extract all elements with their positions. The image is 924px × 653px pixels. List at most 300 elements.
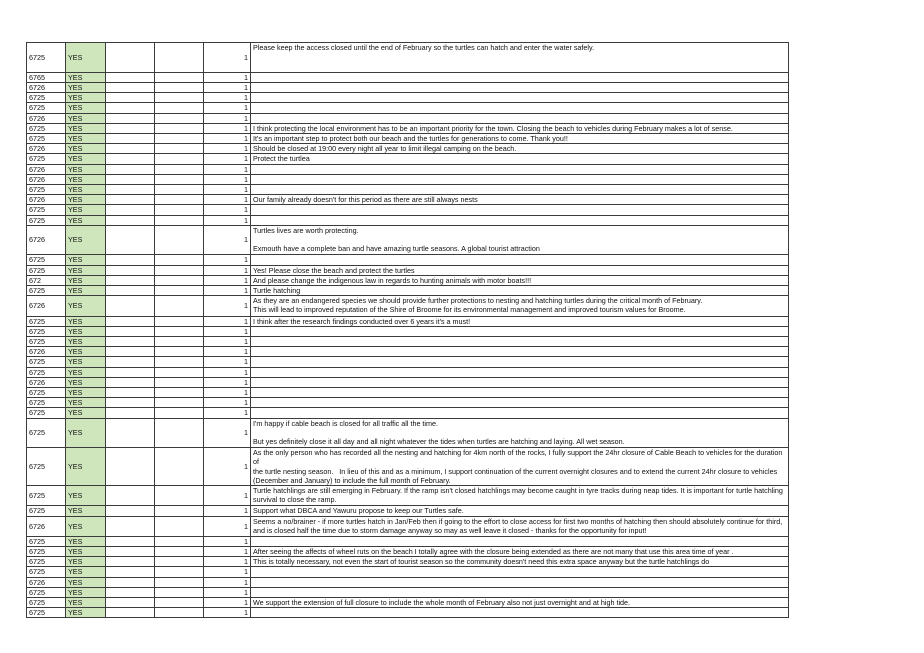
answer-cell: YES xyxy=(66,357,106,367)
empty-cell xyxy=(106,486,155,506)
postcode-cell: 6725 xyxy=(27,326,66,336)
table-row xyxy=(27,275,789,285)
table-row xyxy=(27,326,789,336)
comment-cell: It's an important step to protect both our beach and the turtles for generations to come. Thank you!! xyxy=(251,133,789,143)
count-cell: 1 xyxy=(204,113,251,123)
count-cell: 1 xyxy=(204,347,251,357)
postcode-cell: 6725 xyxy=(27,265,66,275)
count-cell: 1 xyxy=(204,516,251,536)
empty-cell xyxy=(106,133,155,143)
comment-cell: And please change the indigenous law in regards to hunting animals with motor boats!!! xyxy=(251,275,789,285)
answer-cell: YES xyxy=(66,486,106,506)
empty-cell xyxy=(106,144,155,154)
table-row xyxy=(27,205,789,215)
empty-cell xyxy=(106,215,155,225)
count-cell: 1 xyxy=(204,357,251,367)
empty-cell xyxy=(106,418,155,448)
empty-cell xyxy=(106,598,155,608)
count-cell: 1 xyxy=(204,506,251,516)
empty-cell xyxy=(155,275,204,285)
postcode-cell: 6726 xyxy=(27,174,66,184)
table-row xyxy=(27,516,789,536)
count-cell: 1 xyxy=(204,205,251,215)
empty-cell xyxy=(155,326,204,336)
postcode-cell: 6725 xyxy=(27,557,66,567)
empty-cell xyxy=(106,587,155,597)
table-row xyxy=(27,93,789,103)
answer-cell: YES xyxy=(66,326,106,336)
comment-cell xyxy=(251,174,789,184)
postcode-cell: 6725 xyxy=(27,43,66,73)
comment-cell: This is totally necessary, not even the start of tourist season so the community doesn't need this extra space anyway but the turtle hatchlings do xyxy=(251,557,789,567)
empty-cell xyxy=(155,123,204,133)
empty-cell xyxy=(106,184,155,194)
table-row xyxy=(27,367,789,377)
empty-cell xyxy=(106,265,155,275)
comment-cell xyxy=(251,215,789,225)
postcode-cell: 6725 xyxy=(27,205,66,215)
comment-cell: Support what DBCA and Yawuru propose to keep our Turtles safe. xyxy=(251,506,789,516)
answer-cell: YES xyxy=(66,174,106,184)
postcode-cell: 6726 xyxy=(27,225,66,255)
empty-cell xyxy=(106,72,155,82)
answer-cell: YES xyxy=(66,367,106,377)
answer-cell: YES xyxy=(66,184,106,194)
empty-cell xyxy=(106,195,155,205)
count-cell: 1 xyxy=(204,448,251,486)
empty-cell xyxy=(106,516,155,536)
empty-cell xyxy=(106,408,155,418)
comment-cell xyxy=(251,205,789,215)
count-cell: 1 xyxy=(204,103,251,113)
answer-cell: YES xyxy=(66,516,106,536)
empty-cell xyxy=(155,377,204,387)
answer-cell: YES xyxy=(66,255,106,265)
empty-cell xyxy=(155,567,204,577)
answer-cell: YES xyxy=(66,205,106,215)
empty-cell xyxy=(155,577,204,587)
comment-cell: Turtles lives are worth protecting. Exmouth have a complete ban and have amazing turtle seasons. A global tourist attraction xyxy=(251,225,789,255)
empty-cell xyxy=(106,164,155,174)
count-cell: 1 xyxy=(204,93,251,103)
count-cell: 1 xyxy=(204,123,251,133)
empty-cell xyxy=(106,154,155,164)
comment-cell: As the only person who has recorded all the nesting and hatching for 4km north of the rocks, I fully support the 24hr closure of Cable Beach to vehicles for the duration of the turtle nesting season. In lieu of this and as a minimum, I support continuation of the current overnight closures and to extend the current 24hr closure to vehicles (December and January) to include the full month of February. xyxy=(251,448,789,486)
count-cell: 1 xyxy=(204,275,251,285)
table-row xyxy=(27,506,789,516)
count-cell: 1 xyxy=(204,608,251,618)
table-row xyxy=(27,387,789,397)
count-cell: 1 xyxy=(204,367,251,377)
comment-cell: Seems a no/brainer - if more turtles hatch in Jan/Feb then if going to the effort to close access for first two months of hatching then should absolutely continue for third, and is closed half the time due to storm damage anyway so may as well leave it closed - thanks for the opportunity for input! xyxy=(251,516,789,536)
empty-cell xyxy=(155,536,204,546)
postcode-cell: 6726 xyxy=(27,144,66,154)
empty-cell xyxy=(106,367,155,377)
answer-cell: YES xyxy=(66,587,106,597)
postcode-cell: 6726 xyxy=(27,164,66,174)
count-cell: 1 xyxy=(204,387,251,397)
count-cell: 1 xyxy=(204,536,251,546)
table-row xyxy=(27,608,789,618)
empty-cell xyxy=(155,516,204,536)
comment-cell: I think after the research findings conducted over 6 years it's a must! xyxy=(251,316,789,326)
comment-cell: Should be closed at 19:00 every night all year to limit illegal camping on the beach. xyxy=(251,144,789,154)
empty-cell xyxy=(155,398,204,408)
table-row xyxy=(27,82,789,92)
table-row xyxy=(27,195,789,205)
count-cell: 1 xyxy=(204,255,251,265)
empty-cell xyxy=(155,587,204,597)
postcode-cell: 6725 xyxy=(27,93,66,103)
count-cell: 1 xyxy=(204,164,251,174)
postcode-cell: 6725 xyxy=(27,448,66,486)
table-row xyxy=(27,144,789,154)
table-row xyxy=(27,587,789,597)
postcode-cell: 6725 xyxy=(27,103,66,113)
comment-cell xyxy=(251,255,789,265)
count-cell: 1 xyxy=(204,72,251,82)
answer-cell: YES xyxy=(66,164,106,174)
empty-cell xyxy=(106,577,155,587)
table-row xyxy=(27,347,789,357)
postcode-cell: 6725 xyxy=(27,547,66,557)
postcode-cell: 6725 xyxy=(27,398,66,408)
empty-cell xyxy=(155,448,204,486)
table-row xyxy=(27,286,789,296)
answer-cell: YES xyxy=(66,286,106,296)
answer-cell: YES xyxy=(66,82,106,92)
empty-cell xyxy=(106,347,155,357)
empty-cell xyxy=(106,336,155,346)
count-cell: 1 xyxy=(204,286,251,296)
empty-cell xyxy=(155,164,204,174)
empty-cell xyxy=(155,205,204,215)
comment-cell xyxy=(251,82,789,92)
empty-cell xyxy=(106,506,155,516)
comment-cell: Our family already doesn't for this period as there are still always nests xyxy=(251,195,789,205)
postcode-cell: 6725 xyxy=(27,418,66,448)
empty-cell xyxy=(155,144,204,154)
count-cell: 1 xyxy=(204,336,251,346)
comment-cell xyxy=(251,377,789,387)
comment-cell: Protect the turtlea xyxy=(251,154,789,164)
answer-cell: YES xyxy=(66,275,106,285)
postcode-cell: 6726 xyxy=(27,377,66,387)
empty-cell xyxy=(155,367,204,377)
table-row xyxy=(27,567,789,577)
count-cell: 1 xyxy=(204,567,251,577)
empty-cell xyxy=(155,347,204,357)
empty-cell xyxy=(106,547,155,557)
empty-cell xyxy=(106,557,155,567)
table-row xyxy=(27,43,789,73)
postcode-cell: 6725 xyxy=(27,123,66,133)
empty-cell xyxy=(155,215,204,225)
answer-cell: YES xyxy=(66,154,106,164)
table-row xyxy=(27,133,789,143)
comment-cell xyxy=(251,113,789,123)
empty-cell xyxy=(106,113,155,123)
answer-cell: YES xyxy=(66,93,106,103)
answer-cell: YES xyxy=(66,103,106,113)
comment-cell xyxy=(251,398,789,408)
comment-cell: Please keep the access closed until the end of February so the turtles can hatch and enter the water safely. xyxy=(251,43,789,73)
empty-cell xyxy=(106,43,155,73)
answer-cell: YES xyxy=(66,347,106,357)
empty-cell xyxy=(106,255,155,265)
answer-cell: YES xyxy=(66,408,106,418)
comment-cell: We support the extension of full closure to include the whole month of February also not just overnight and at high tide. xyxy=(251,598,789,608)
empty-cell xyxy=(106,536,155,546)
postcode-cell: 6725 xyxy=(27,506,66,516)
postcode-cell: 672 xyxy=(27,275,66,285)
comment-cell xyxy=(251,347,789,357)
postcode-cell: 6725 xyxy=(27,286,66,296)
table-row xyxy=(27,316,789,326)
comment-cell xyxy=(251,103,789,113)
table-row xyxy=(27,225,789,255)
postcode-cell: 6726 xyxy=(27,577,66,587)
comment-cell: Turtle hatching xyxy=(251,286,789,296)
table-row xyxy=(27,215,789,225)
empty-cell xyxy=(155,154,204,164)
count-cell: 1 xyxy=(204,598,251,608)
empty-cell xyxy=(106,608,155,618)
postcode-cell: 6725 xyxy=(27,336,66,346)
answer-cell: YES xyxy=(66,536,106,546)
comment-cell xyxy=(251,577,789,587)
answer-cell: YES xyxy=(66,577,106,587)
postcode-cell: 6725 xyxy=(27,367,66,377)
answer-cell: YES xyxy=(66,336,106,346)
postcode-cell: 6726 xyxy=(27,82,66,92)
count-cell: 1 xyxy=(204,195,251,205)
answer-cell: YES xyxy=(66,144,106,154)
comment-cell xyxy=(251,536,789,546)
comment-cell xyxy=(251,608,789,618)
table-row xyxy=(27,174,789,184)
empty-cell xyxy=(155,486,204,506)
table-row xyxy=(27,265,789,275)
empty-cell xyxy=(155,608,204,618)
empty-cell xyxy=(155,133,204,143)
table-row xyxy=(27,72,789,82)
table-row xyxy=(27,184,789,194)
survey-responses-table xyxy=(26,42,789,618)
count-cell: 1 xyxy=(204,82,251,92)
postcode-cell: 6725 xyxy=(27,154,66,164)
answer-cell: YES xyxy=(66,418,106,448)
table-row xyxy=(27,547,789,557)
table-row xyxy=(27,557,789,567)
comment-cell xyxy=(251,567,789,577)
empty-cell xyxy=(106,387,155,397)
answer-cell: YES xyxy=(66,43,106,73)
empty-cell xyxy=(155,174,204,184)
postcode-cell: 6725 xyxy=(27,598,66,608)
count-cell: 1 xyxy=(204,587,251,597)
postcode-cell: 6725 xyxy=(27,536,66,546)
comment-cell: After seeing the affects of wheel ruts on the beach I totally agree with the closure being extended as there are not many that use this area time of year . xyxy=(251,547,789,557)
comment-cell xyxy=(251,326,789,336)
answer-cell: YES xyxy=(66,195,106,205)
empty-cell xyxy=(106,316,155,326)
count-cell: 1 xyxy=(204,326,251,336)
postcode-cell: 6725 xyxy=(27,255,66,265)
empty-cell xyxy=(106,103,155,113)
answer-cell: YES xyxy=(66,377,106,387)
table-row xyxy=(27,536,789,546)
comment-cell xyxy=(251,184,789,194)
comment-cell xyxy=(251,72,789,82)
table-row xyxy=(27,164,789,174)
answer-cell: YES xyxy=(66,265,106,275)
empty-cell xyxy=(155,296,204,316)
table-row xyxy=(27,103,789,113)
comment-cell: I'm happy if cable beach is closed for all traffic all the time. But yes definitely close it all day and all night whatever the tides when turtles are hatching and laying. All wet season. xyxy=(251,418,789,448)
count-cell: 1 xyxy=(204,577,251,587)
answer-cell: YES xyxy=(66,398,106,408)
table-body xyxy=(27,43,789,618)
postcode-cell: 6725 xyxy=(27,133,66,143)
empty-cell xyxy=(155,43,204,73)
empty-cell xyxy=(155,82,204,92)
postcode-cell: 6726 xyxy=(27,347,66,357)
empty-cell xyxy=(155,255,204,265)
count-cell: 1 xyxy=(204,316,251,326)
empty-cell xyxy=(155,387,204,397)
empty-cell xyxy=(155,286,204,296)
postcode-cell: 6726 xyxy=(27,113,66,123)
empty-cell xyxy=(155,184,204,194)
answer-cell: YES xyxy=(66,448,106,486)
empty-cell xyxy=(106,205,155,215)
empty-cell xyxy=(106,174,155,184)
table-row xyxy=(27,123,789,133)
postcode-cell: 6725 xyxy=(27,608,66,618)
count-cell: 1 xyxy=(204,557,251,567)
count-cell: 1 xyxy=(204,486,251,506)
answer-cell: YES xyxy=(66,133,106,143)
answer-cell: YES xyxy=(66,608,106,618)
answer-cell: YES xyxy=(66,72,106,82)
postcode-cell: 6725 xyxy=(27,387,66,397)
table-row xyxy=(27,418,789,448)
postcode-cell: 6725 xyxy=(27,567,66,577)
table-row xyxy=(27,598,789,608)
postcode-cell: 6726 xyxy=(27,296,66,316)
postcode-cell: 6765 xyxy=(27,72,66,82)
table-row xyxy=(27,113,789,123)
empty-cell xyxy=(155,72,204,82)
count-cell: 1 xyxy=(204,296,251,316)
answer-cell: YES xyxy=(66,557,106,567)
answer-cell: YES xyxy=(66,506,106,516)
postcode-cell: 6725 xyxy=(27,408,66,418)
table-row xyxy=(27,486,789,506)
empty-cell xyxy=(155,316,204,326)
count-cell: 1 xyxy=(204,184,251,194)
empty-cell xyxy=(106,326,155,336)
postcode-cell: 6725 xyxy=(27,357,66,367)
answer-cell: YES xyxy=(66,316,106,326)
empty-cell xyxy=(155,336,204,346)
empty-cell xyxy=(106,357,155,367)
empty-cell xyxy=(155,103,204,113)
answer-cell: YES xyxy=(66,113,106,123)
empty-cell xyxy=(106,93,155,103)
count-cell: 1 xyxy=(204,225,251,255)
empty-cell xyxy=(106,296,155,316)
comment-cell xyxy=(251,408,789,418)
comment-cell: Yes! Please close the beach and protect the turtles xyxy=(251,265,789,275)
empty-cell xyxy=(106,225,155,255)
empty-cell xyxy=(106,448,155,486)
table-row xyxy=(27,377,789,387)
empty-cell xyxy=(155,506,204,516)
answer-cell: YES xyxy=(66,296,106,316)
comment-cell xyxy=(251,367,789,377)
postcode-cell: 6726 xyxy=(27,195,66,205)
table-row xyxy=(27,357,789,367)
comment-cell: I think protecting the local environment has to be an important priority for the town. Closing the beach to vehicles during February makes a lot of sense. xyxy=(251,123,789,133)
empty-cell xyxy=(155,418,204,448)
table-row xyxy=(27,577,789,587)
count-cell: 1 xyxy=(204,408,251,418)
table-row xyxy=(27,408,789,418)
empty-cell xyxy=(106,398,155,408)
count-cell: 1 xyxy=(204,144,251,154)
comment-cell xyxy=(251,387,789,397)
postcode-cell: 6725 xyxy=(27,215,66,225)
table-row xyxy=(27,296,789,316)
empty-cell xyxy=(106,286,155,296)
table-row xyxy=(27,336,789,346)
count-cell: 1 xyxy=(204,154,251,164)
answer-cell: YES xyxy=(66,225,106,255)
table-row xyxy=(27,255,789,265)
postcode-cell: 6725 xyxy=(27,316,66,326)
answer-cell: YES xyxy=(66,547,106,557)
empty-cell xyxy=(106,377,155,387)
comment-cell xyxy=(251,336,789,346)
empty-cell xyxy=(106,275,155,285)
count-cell: 1 xyxy=(204,215,251,225)
count-cell: 1 xyxy=(204,398,251,408)
empty-cell xyxy=(155,225,204,255)
empty-cell xyxy=(155,547,204,557)
empty-cell xyxy=(155,357,204,367)
answer-cell: YES xyxy=(66,567,106,577)
postcode-cell: 6725 xyxy=(27,587,66,597)
comment-cell xyxy=(251,164,789,174)
comment-cell xyxy=(251,93,789,103)
comment-cell: Turtle hatchlings are still emerging in February. If the ramp isn't closed hatchlings may become caught in tyre tracks during neap tides. It is important for turtle hatchling survival to close the ramp. xyxy=(251,486,789,506)
postcode-cell: 6726 xyxy=(27,516,66,536)
empty-cell xyxy=(106,567,155,577)
comment-cell xyxy=(251,587,789,597)
answer-cell: YES xyxy=(66,598,106,608)
count-cell: 1 xyxy=(204,133,251,143)
count-cell: 1 xyxy=(204,418,251,448)
postcode-cell: 6725 xyxy=(27,184,66,194)
empty-cell xyxy=(155,598,204,608)
empty-cell xyxy=(155,195,204,205)
empty-cell xyxy=(155,557,204,567)
count-cell: 1 xyxy=(204,547,251,557)
count-cell: 1 xyxy=(204,43,251,73)
table-row xyxy=(27,154,789,164)
